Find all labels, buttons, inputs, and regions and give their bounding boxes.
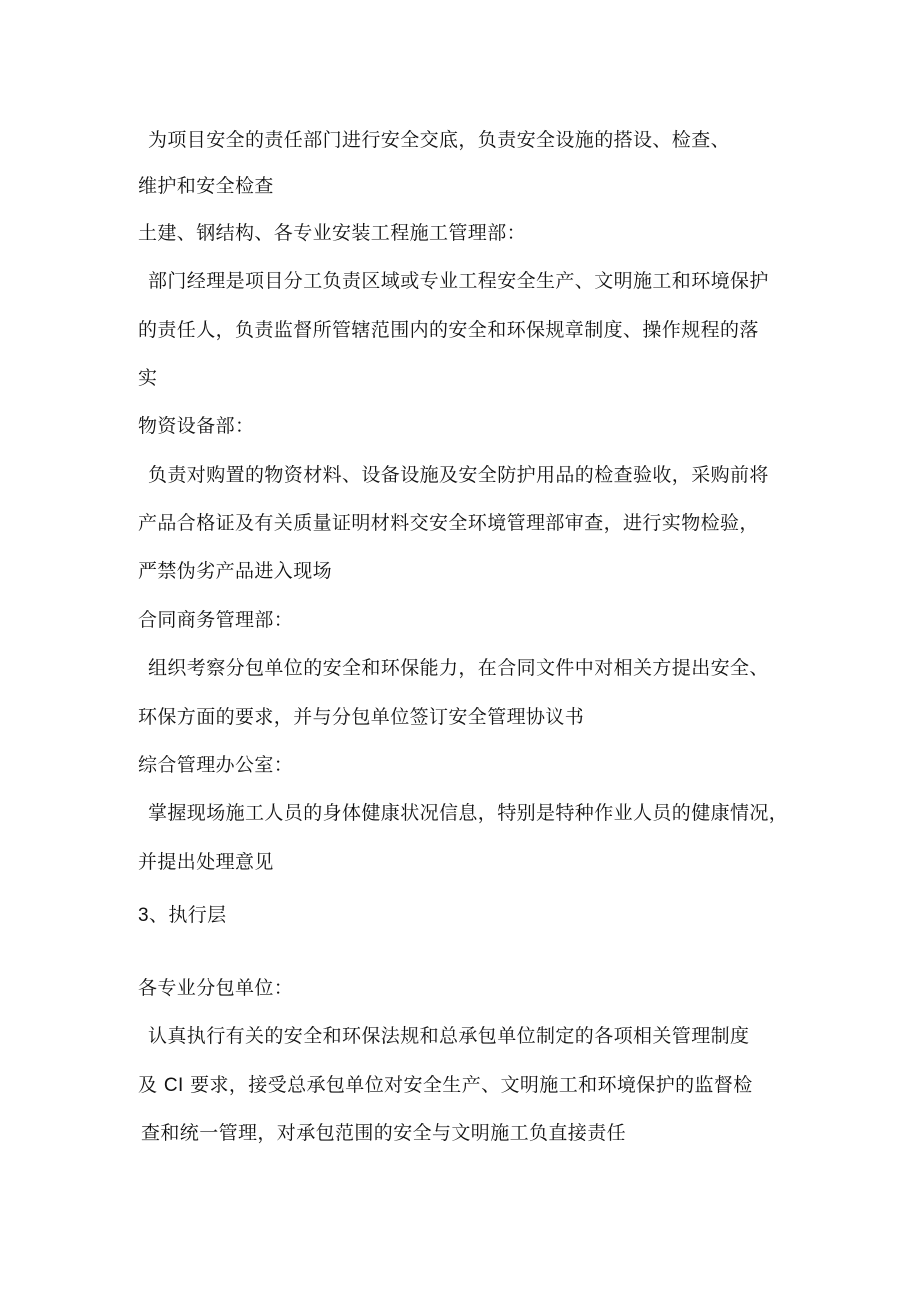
- paragraph-line: 查和统一管理，对承包范围的安全与文明施工负直接责任: [141, 1122, 627, 1144]
- paragraph-line: 负责对购置的物资材料、设备设施及安全防护用品的检查验收，采购前将: [148, 464, 769, 486]
- paragraph-line: 并提出处理意见: [138, 851, 274, 873]
- paragraph-line: [138, 1072, 753, 1099]
- paragraph-line: 组织考察分包单位的安全和环保能力，在合同文件中对相关方提出安全、: [148, 657, 769, 679]
- paragraph-line: 的责任人，负责监督所管辖范围内的安全和环保规章制度、操作规程的落: [138, 319, 759, 341]
- paragraph-line: 部门经理是项目分工负责区域或专业工程安全生产、文明施工和环境保护: [148, 270, 769, 292]
- text-span: 要求，接受总承包单位对安全生产、文明施工和环境保护的监督检: [183, 1074, 753, 1096]
- section-heading-office: 综合管理办公室：: [138, 754, 294, 776]
- ci-abbreviation: CI: [163, 1075, 184, 1096]
- section-3-heading: [138, 902, 227, 929]
- section-heading-contract: 合同商务管理部：: [138, 609, 294, 631]
- paragraph-line: 产品合格证及有关质量证明材料交安全环境管理部审查，进行实物检验，: [138, 512, 759, 534]
- subsection-heading: 各专业分包单位：: [138, 977, 294, 999]
- paragraph-line: 严禁伪劣产品进入现场: [138, 560, 333, 582]
- paragraph-line: 掌握现场施工人员的身体健康状况信息，特别是特种作业人员的健康情况，: [148, 802, 789, 824]
- paragraph-line: 实: [138, 367, 158, 389]
- section-number: 3: [138, 905, 149, 926]
- paragraph-line: 为项目安全的责任部门进行安全交底，负责安全设施的搭设、检查、: [148, 129, 731, 151]
- paragraph-line: 环保方面的要求，并与分包单位签订安全管理协议书: [138, 706, 585, 728]
- section-heading-materials: 物资设备部：: [138, 415, 255, 437]
- section-title: 、执行层: [148, 904, 227, 926]
- paragraph-line: 认真执行有关的安全和环保法规和总承包单位制定的各项相关管理制度: [148, 1025, 750, 1047]
- paragraph-line: 维护和安全检查: [138, 175, 274, 197]
- text-span: 及: [138, 1074, 164, 1096]
- section-heading-civil: 土建、钢结构、各专业安装工程施工管理部：: [138, 222, 527, 244]
